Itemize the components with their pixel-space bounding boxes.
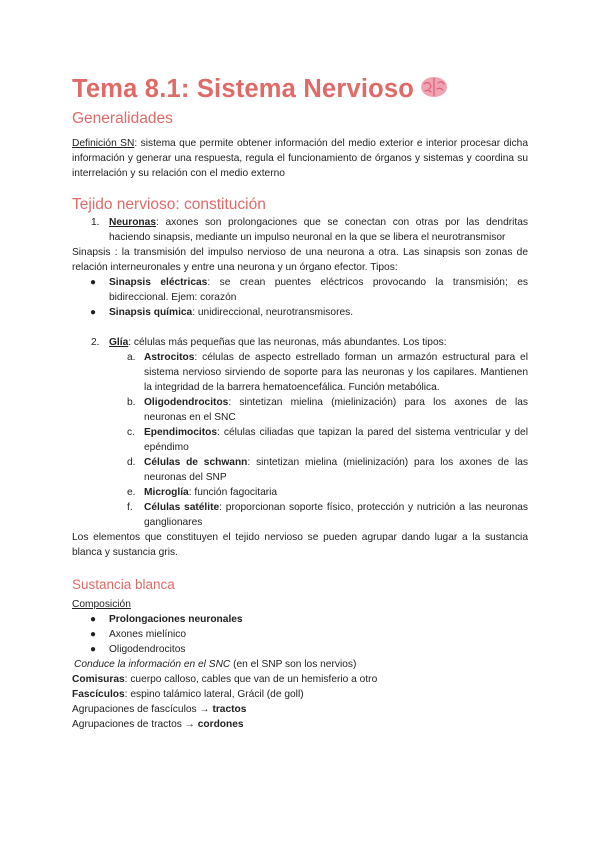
glia-type-text: : células de aspecto estrellado forman un armazón estructural para el sistema nervioso sirviendo de soporte para las neuronas y los capilares. Mantienen la integridad de la barrera hematoencefálica. Función metabólica. (144, 352, 528, 394)
comisuras-text: : cuerpo calloso, cables que van de un hemisferio a otro (124, 674, 378, 686)
list-item (72, 275, 528, 305)
agrupaciones-result: cordones (197, 719, 244, 731)
sinapsis-type-label: Sinapsis química (109, 307, 193, 319)
section-heading-generalidades: Generalidades (72, 110, 173, 128)
glia-types-list (72, 350, 528, 530)
list-item (72, 642, 528, 657)
list-item (72, 455, 528, 485)
agrupaciones-tractos-line (72, 717, 528, 732)
list-marker: 1. (91, 217, 100, 229)
neuronas-text: : axones son prolongaciones que se conectan con otras por las dendritas haciendo sinapsis, mediante un impulso neuronal en la que se libera el neurotransmisor (109, 217, 528, 244)
bullet-icon: ● (90, 614, 97, 626)
sinapsis-types-list (72, 275, 528, 320)
glia-type-label: Microglía (144, 487, 189, 499)
agrupaciones-result: tractos (212, 704, 247, 716)
sinapsis-paragraph: Sinapsis : la transmisión del impulso nervioso de una neurona a otra. Las sinapsis son zonas de relación interneuronales y entre una neurona y un órgano efector. Tipos: (72, 247, 528, 274)
list-marker: d. (127, 457, 136, 469)
definition-label: Definición SN (72, 138, 135, 150)
list-item (72, 350, 528, 395)
fasciculos-text: : espino talámico lateral, Grácil (de goll) (124, 689, 304, 701)
composicion-list (72, 612, 528, 657)
bullet-icon: ● (90, 644, 97, 656)
neuronas-label: Neuronas (109, 217, 156, 229)
glia-type-text: : células ciliadas que tapizan la pared del sistema ventricular y del epéndimo (144, 427, 528, 454)
definition-paragraph (72, 136, 528, 181)
list-item (72, 305, 528, 320)
glia-type-label: Oligodendrocitos (144, 397, 229, 409)
list-item (72, 425, 528, 455)
bullet-icon: ● (90, 277, 97, 289)
section-heading-sustancia-blanca: Sustancia blanca (72, 577, 175, 593)
list-marker: a. (127, 352, 136, 364)
list-item (72, 500, 528, 530)
list-item-neuronas (72, 215, 528, 245)
list-item (72, 485, 528, 500)
glia-type-text: : proporcionan soporte físico, protección y nutrición a las neuronas ganglionares (144, 502, 528, 529)
composicion-item-text: Prolongaciones neuronales (109, 614, 243, 626)
glia-type-label: Ependimocitos (144, 427, 218, 439)
composicion-item-text: Axones mielínico (109, 629, 187, 641)
closing-paragraph: Los elementos que constituyen el tejido nervioso se pueden agrupar dando lugar a la sustancia blanca y sustancia gris. (72, 532, 528, 559)
fasciculos-line (72, 687, 528, 702)
comisuras-label: Comisuras (72, 674, 125, 686)
glia-type-text: : función fagocitaria (188, 487, 278, 499)
bullet-icon: ● (90, 629, 97, 641)
glia-type-label: Astrocitos (144, 352, 195, 364)
glia-label: Glía (109, 337, 129, 349)
sinapsis-type-label: Sinapsis eléctricas (109, 277, 208, 289)
page-title (72, 72, 528, 107)
glia-list (72, 335, 528, 350)
list-item (72, 395, 528, 425)
sinapsis-type-text: : unidireccional, neurotransmisores. (192, 307, 354, 319)
sinapsis-type-text: : se crean puentes eléctricos provocando la transmisión; es bidireccional. Ejem: corazón (109, 277, 528, 304)
conduce-text: (en el SNP son los nervios) (230, 659, 357, 671)
agrupaciones-text: Agrupaciones de tractos → (72, 719, 198, 731)
glia-type-text: : sintetizan mielina (mielinización) para los axones de las neuronas en el SNC (144, 397, 528, 424)
list-marker: b. (127, 397, 136, 409)
glia-text: : células más pequeñas que las neuronas, más abundantes. Los tipos: (128, 337, 447, 349)
glia-type-text: : sintetizan mielina (mielinización) para los axones de las neuronas del SNP (144, 457, 528, 484)
list-marker: 2. (91, 337, 100, 349)
glia-type-label: Células satélite (144, 502, 220, 514)
conduce-italic-text: Conduce la información en el SNC (74, 659, 231, 671)
composicion-item-text: Oligodendrocitos (109, 644, 186, 656)
glia-type-label: Células de schwann (144, 457, 248, 469)
document-page (72, 72, 528, 732)
conduce-line (72, 657, 528, 672)
composicion-label: Composición (72, 599, 131, 611)
page-title-text: Tema 8.1: Sistema Nervioso (72, 75, 415, 103)
list-marker: e. (127, 487, 136, 499)
tejido-list (72, 215, 528, 245)
list-marker: c. (127, 427, 135, 439)
list-item (72, 612, 528, 627)
definition-text: : sistema que permite obtener información del medio exterior e interior procesar dicha información y generar una respuesta, regula el funcionamiento de órganos y sistemas y coordina su interrelación y su relación con el medio externo (72, 138, 528, 180)
comisuras-line (72, 672, 528, 687)
section-heading-tejido: Tejido nervioso: constitución (72, 196, 266, 214)
bullet-icon: ● (90, 307, 97, 319)
list-item-glia (72, 335, 528, 350)
list-item (72, 627, 528, 642)
fasciculos-label: Fascículos (72, 689, 125, 701)
agrupaciones-text: Agrupaciones de fascículos → (72, 704, 213, 716)
brain-icon (420, 73, 448, 107)
agrupaciones-fasciculos-line (72, 702, 528, 717)
list-marker: f. (127, 502, 133, 514)
